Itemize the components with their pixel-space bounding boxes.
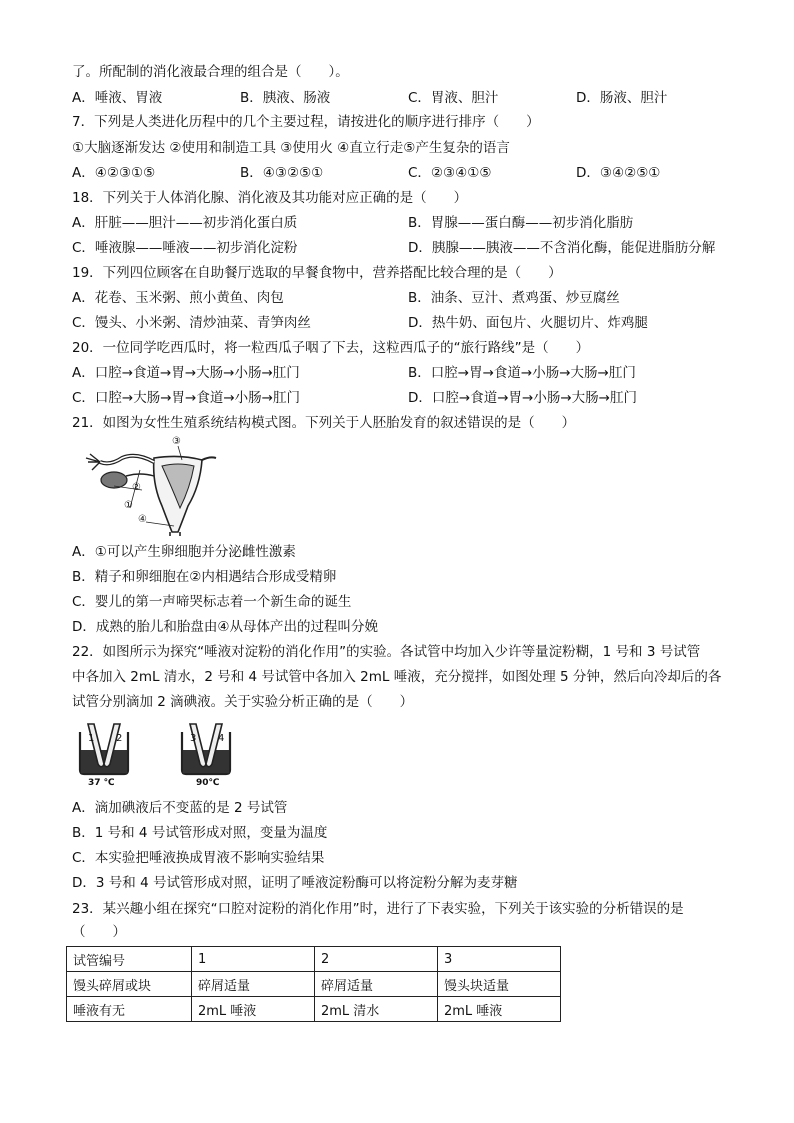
question-20-stem: 20．一位同学吃西瓜时，将一粒西瓜子咽了下去，这粒西瓜子的“旅行路线”是（ ） — [72, 340, 590, 356]
option-d: D．胰腺——胰液——不含消化酶，能促进脂肪分解 — [408, 240, 716, 256]
option-c: C．②③④①⑤ — [408, 165, 492, 181]
table-cell: 2 — [315, 947, 438, 972]
figure-label-4: ④ — [138, 514, 147, 525]
option-a: A．肝脏——胆汁——初步消化蛋白质 — [72, 215, 298, 231]
tube-label-2: 2 — [116, 733, 123, 744]
option-d: D．③④②⑤① — [576, 165, 661, 181]
temperature-label-37: 37 ℃ — [88, 778, 115, 788]
figure-label-3: ③ — [172, 436, 181, 447]
question-22-stem-line-1: 22．如图所示为探究“唾液对淀粉的消化作用”的实验。各试管中均加入少许等量淀粉糊，1 号和 3 号试管 — [72, 644, 701, 660]
option-b: B．精子和卵细胞在②内相遇结合形成受精卵 — [72, 569, 337, 585]
option-c: C．胃液、胆汁 — [408, 90, 499, 106]
question-22-stem-line-2: 中各加入 2mL 清水，2 号和 4 号试管中各加入 2mL 唾液，充分搅拌，如图处理 5 分钟，然后向冷却后的各 — [72, 669, 722, 685]
table-cell: 馒头碎屑或块 — [67, 972, 192, 997]
option-d: D．口腔→食道→胃→小肠→大肠→肛门 — [408, 390, 637, 406]
option-a: A．口腔→食道→胃→大肠→小肠→肛门 — [72, 365, 300, 381]
option-a: A．花卷、玉米粥、煎小黄鱼、肉包 — [72, 290, 284, 306]
table-row — [67, 972, 561, 997]
option-b: B．④③②⑤① — [240, 165, 324, 181]
experiment-table — [66, 946, 561, 1022]
question-7-detail: ①大脑逐渐发达 ②使用和制造工具 ③使用火 ④直立行走⑤产生复杂的语言 — [72, 140, 510, 156]
question-21-stem: 21．如图为女性生殖系统结构模式图。下列关于人胚胎发育的叙述错误的是（ ） — [72, 415, 576, 431]
figure-label-1: ① — [124, 500, 133, 511]
question-23-stem: 23．某兴趣小组在探究“口腔对淀粉的消化作用”时，进行了下表实验，下列关于该实验的分析错误的是 — [72, 901, 684, 917]
question-7-stem: 7．下列是人类进化历程中的几个主要过程，请按进化的顺序进行排序（ ） — [72, 114, 540, 130]
option-d: D．3 号和 4 号试管形成对照，证明了唾液淀粉酶可以将淀粉分解为麦芽糖 — [72, 875, 518, 891]
table-cell: 2mL 唾液 — [192, 997, 315, 1022]
option-d: D．肠液、胆汁 — [576, 90, 668, 106]
option-c: C．唾液腺——唾液——初步消化淀粉 — [72, 240, 298, 256]
table-cell: 3 — [438, 947, 561, 972]
table-cell: 2mL 清水 — [315, 997, 438, 1022]
option-a: A．唾液、胃液 — [72, 90, 163, 106]
beaker-90-diagram — [176, 720, 236, 782]
tube-label-1: 1 — [88, 733, 95, 744]
table-cell: 馒头块适量 — [438, 972, 561, 997]
table-cell: 碎屑适量 — [315, 972, 438, 997]
option-b: B．胃腺——蛋白酶——初步消化脂肪 — [408, 215, 634, 231]
option-d: D．成熟的胎儿和胎盘由④从母体产出的过程叫分娩 — [72, 619, 378, 635]
option-b: B．油条、豆汁、煮鸡蛋、炒豆腐丝 — [408, 290, 620, 306]
question-19-stem: 19．下列四位顾客在自助餐厅选取的早餐食物中，营养搭配比较合理的是（ ） — [72, 265, 562, 281]
beaker-37-diagram — [74, 720, 134, 782]
option-c: C．口腔→大肠→胃→食道→小肠→肛门 — [72, 390, 300, 406]
option-c: C．婴儿的第一声啼哭标志着一个新生命的诞生 — [72, 594, 352, 610]
question-22-stem-line-3: 试管分别滴加 2 滴碘液。关于实验分析正确的是（ ） — [72, 694, 414, 710]
option-b: B．口腔→胃→食道→小肠→大肠→肛门 — [408, 365, 636, 381]
table-row — [67, 947, 561, 972]
option-a: A．①可以产生卵细胞并分泌雌性激素 — [72, 544, 296, 560]
option-c: C．馒头、小米粥、清炒油菜、青笋肉丝 — [72, 315, 311, 331]
option-b: B．胰液、肠液 — [240, 90, 331, 106]
table-cell: 唾液有无 — [67, 997, 192, 1022]
option-c: C．本实验把唾液换成胃液不影响实验结果 — [72, 850, 325, 866]
option-d: D．热牛奶、面包片、火腿切片、炸鸡腿 — [408, 315, 648, 331]
table-cell: 1 — [192, 947, 315, 972]
tube-label-4: 4 — [218, 733, 225, 744]
question-18-stem: 18．下列关于人体消化腺、消化液及其功能对应正确的是（ ） — [72, 190, 468, 206]
table-cell: 试管编号 — [67, 947, 192, 972]
option-a: A．滴加碘液后不变蓝的是 2 号试管 — [72, 800, 288, 816]
table-cell: 2mL 唾液 — [438, 997, 561, 1022]
option-a: A．④②③①⑤ — [72, 165, 156, 181]
figure-label-2: ② — [132, 482, 141, 493]
question-23-stem-paren: （ ） — [72, 924, 126, 940]
tube-label-3: 3 — [190, 733, 197, 744]
temperature-label-90: 90℃ — [196, 778, 220, 788]
table-row — [67, 997, 561, 1022]
question-intro-stem: 了。所配制的消化液最合理的组合是（ ）。 — [72, 64, 349, 80]
table-cell: 碎屑适量 — [192, 972, 315, 997]
option-b: B．1 号和 4 号试管形成对照，变量为温度 — [72, 825, 328, 841]
